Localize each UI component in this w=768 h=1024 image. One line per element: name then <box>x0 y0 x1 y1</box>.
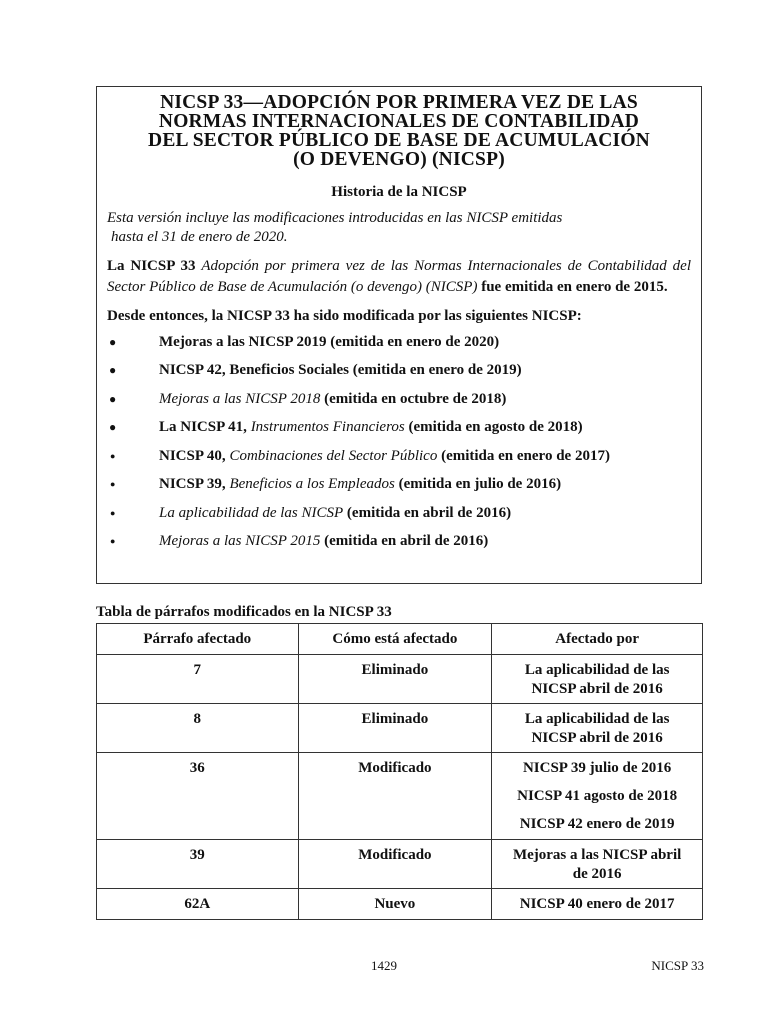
history-heading: Historia de la NICSP <box>331 184 467 200</box>
table-row <box>97 655 703 704</box>
table-cell: 62A <box>97 889 299 920</box>
table-cell: 8 <box>97 704 299 753</box>
document-title <box>107 93 691 169</box>
list-item: ● NICSP 39, Beneficios a los Empleados (emitida en julio de 2016) <box>110 476 562 492</box>
list-item: ● La NICSP 41, Instrumentos Financieros (emitida en agosto de 2018) <box>109 419 583 435</box>
version-note-line: hasta el 31 de enero de 2020. <box>111 229 288 245</box>
table-row <box>97 753 703 840</box>
bullet-icon: ● <box>110 536 116 546</box>
list-item: ● NICSP 40, Combinaciones del Sector Público (emitida en enero de 2017) <box>110 447 610 464</box>
table-row <box>97 840 703 889</box>
issuance-date: fue emitida en enero de 2015. <box>481 278 668 295</box>
table-row <box>97 704 703 753</box>
table-caption: Tabla de párrafos modificados en la NICSP 33 <box>96 604 392 620</box>
table-row <box>97 889 703 920</box>
bullet-icon: ● <box>110 450 116 461</box>
title-line: (O DEVENGO) (NICSP) <box>293 149 505 170</box>
amended-by-intro: Desde entonces, la NICSP 33 ha sido modificada por las siguientes NICSP: <box>107 308 582 324</box>
table-cell: Nuevo <box>298 889 492 920</box>
table-cell: 36 <box>97 753 299 840</box>
list-item: ● Mejoras a las NICSP 2018 (emitida en octubre de 2018) <box>109 390 507 407</box>
bullet-icon: ● <box>109 420 117 434</box>
list-item: ● Mejoras a las NICSP 2019 (emitida en enero de 2020) <box>109 333 500 350</box>
bullet-icon: ● <box>109 391 117 406</box>
bullet-icon: ● <box>109 334 117 349</box>
title-line: NORMAS INTERNACIONALES DE CONTABILIDAD <box>158 111 640 132</box>
column-header: Afectado por <box>492 624 703 655</box>
table-cell: Modificado <box>298 753 492 840</box>
bullet-icon: ● <box>110 479 116 489</box>
bullet-icon: ● <box>110 507 116 518</box>
amended-paragraphs-table <box>96 623 703 920</box>
table-cell: Modificado <box>298 840 492 889</box>
bullet-icon: ● <box>109 363 117 377</box>
issuance-standard-title: Adopción por primera vez de las Normas Internacionales de Contabilidad del Sector Público de Base de Acumulación (o devengo) (NICSP) <box>107 258 692 295</box>
table-cell: La aplicabilidad de las NICSP abril de 2016 <box>492 655 703 704</box>
column-header: Párrafo afectado <box>97 624 299 655</box>
table-cell: La aplicabilidad de las NICSP abril de 2016 <box>492 704 703 753</box>
list-item: ● NICSP 42, Beneficios Sociales (emitida en enero de 2019) <box>109 362 522 378</box>
issuance-paragraph <box>107 256 691 297</box>
page-number: 1429 <box>371 958 397 973</box>
list-item: ● Mejoras a las NICSP 2015 (emitida en abril de 2016) <box>110 533 489 549</box>
table-cell: 7 <box>97 655 299 704</box>
version-note-line: Esta versión incluye las modificaciones introducidas en las NICSP emitidas <box>107 210 563 226</box>
table-cell: Eliminado <box>298 655 492 704</box>
column-header: Cómo está afectado <box>298 624 492 655</box>
table-cell: NICSP 39 julio de 2016 NICSP 41 agosto de 2018 NICSP 42 enero de 2019 <box>492 753 703 840</box>
table-cell: Eliminado <box>298 704 492 753</box>
title-line: DEL SECTOR PÚBLICO DE BASE DE ACUMULACIÓN <box>148 130 650 151</box>
table-cell: Mejoras a las NICSP abril de 2016 <box>492 840 703 889</box>
list-item: ● La aplicabilidad de las NICSP (emitida en abril de 2016) <box>110 504 512 521</box>
version-note <box>107 209 691 247</box>
issuance-standard: La NICSP 33 <box>107 258 196 274</box>
table-header-row <box>97 624 703 655</box>
standard-code: NICSP 33 <box>651 958 704 973</box>
title-line: NICSP 33—ADOPCIÓN POR PRIMERA VEZ DE LAS <box>160 92 638 113</box>
table-cell: NICSP 40 enero de 2017 <box>492 889 703 920</box>
table-cell: 39 <box>97 840 299 889</box>
amendments-list <box>107 332 691 560</box>
history-box <box>96 86 702 584</box>
